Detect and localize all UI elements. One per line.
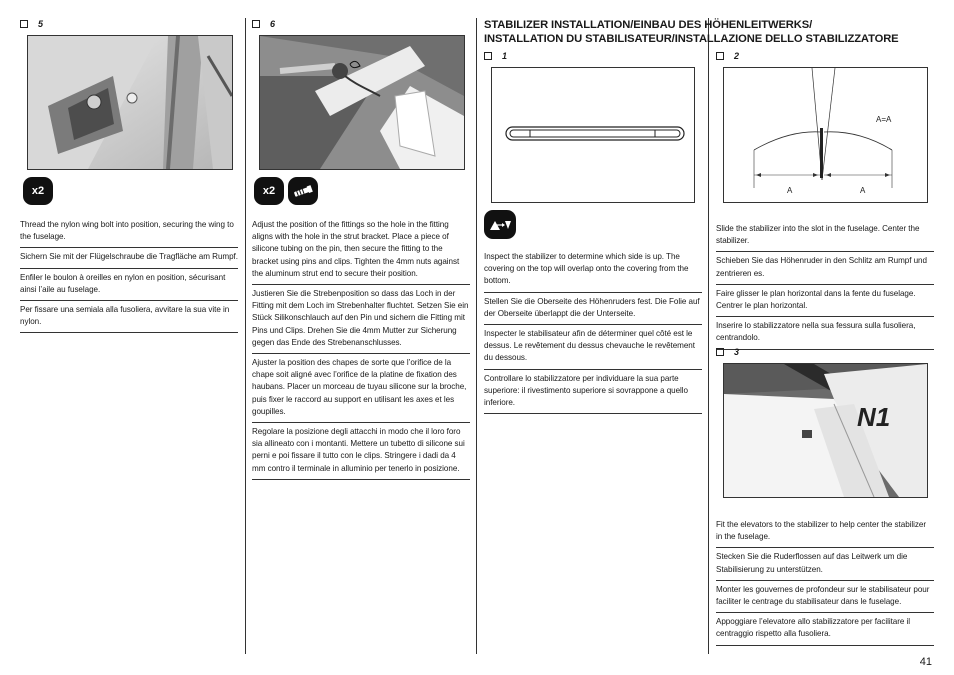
paragraph-fr: Inspecter le stabilisateur afin de déterminer quel côté est le dessus. Le revêtement du dessus chevauche le revêtement du dessous. [484, 325, 702, 370]
column-divider [708, 18, 709, 654]
step-header [716, 50, 739, 62]
centering-diagram [724, 68, 927, 202]
step-header [20, 18, 238, 30]
wing-bolt-photo [27, 35, 233, 170]
wrench-tool-icon [288, 177, 318, 205]
paragraph-it: Regolare la posizione degli attacchi in modo che il loro foro sia allineato con i montanti. Mettere un tubetto di silicone sui perni e poi fissare il tutto con le clips. Stringere i dadi da 4 mm contro il terminale in alluminio per tenerlo in posizione. [252, 423, 470, 480]
checkbox-icon[interactable] [252, 20, 260, 28]
paragraph-it: Inserire lo stabilizzatore nella sua fessura sulla fusoliera, centrandolo. [716, 317, 934, 349]
stabilizer-top-diagram [491, 67, 695, 203]
step-header [484, 50, 507, 62]
registration-number: N1 [857, 402, 891, 432]
step-number: 6 [270, 19, 276, 29]
checkbox-icon[interactable] [484, 52, 492, 60]
section-title-line2: INSTALLATION DU STABILISATEUR/INSTALLAZIONE DELLO STABILIZZATORE [484, 33, 899, 45]
paragraph-fr: Enfiler le boulon à oreilles en nylon en position, sécurisant ainsi l’aile au fuselage. [20, 269, 238, 301]
column-divider [476, 18, 477, 654]
paragraph-fr: Ajuster la position des chapes de sorte que l’orifice de la chape soit aligné avec l’orifice de la platine de fixation des haubans. Placer un morceau de tuyau silicone sur la broche, puis fixer le raccord au support en utilisant les axes et les goupilles. [252, 354, 470, 423]
step-3-text [716, 516, 934, 646]
step-6-column [252, 18, 470, 30]
distance-label-left: A [787, 186, 793, 195]
paragraph-en: Adjust the position of the fittings so the hole in the fitting aligns with the hole in the strut bracket. Place a piece of silicone tubing on the pin, then secure the fitting to the bracket using pins and clips. Tighten the 4mm nuts against the aluminum strut end to secure their position. [252, 216, 470, 285]
wing-bolt-illustration [28, 36, 232, 169]
paragraph-de: Sichern Sie mit der Flügelschraube die Tragfläche am Rumpf. [20, 248, 238, 268]
section-title-line1: STABILIZER INSTALLATION/EINBAU DES HÖHENLEITWERKS/ [484, 19, 813, 31]
paragraph-fr: Monter les gouvernes de profondeur sur le stabilisateur pour faciliter le centrage du stabilisateur dans le fuselage. [716, 581, 934, 613]
paragraph-de: Justieren Sie die Strebenposition so dass das Loch in der Fitting mit dem Loch im Strebenhalter fluchtet. Setzen Sie ein Stück Silikonschlauch auf den Pin und sichern die Fitting mit Pins und Clips. Drehen Sie die 4mm Mutter zur Sicherung gegen das Ende des Strebenanschlusses. [252, 285, 470, 354]
quantity-badge: x2 [23, 177, 53, 205]
paragraph-it: Per fissare una semiala alla fusoliera, avvitare la sua vite in nylon. [20, 301, 238, 333]
paragraph-en: Thread the nylon wing bolt into position, securing the wing to the fuselage. [20, 216, 238, 248]
orientation-icon [484, 210, 516, 239]
step-5-text [20, 216, 238, 333]
column-divider [245, 18, 246, 654]
equal-label: A=A [876, 115, 892, 124]
step-number: 1 [502, 51, 508, 61]
paragraph-en: Slide the stabilizer into the slot in the fuselage. Center the stabilizer. [716, 220, 934, 252]
paragraph-de: Schieben Sie das Höhenruder in den Schlitz am Rumpf und zentrieren es. [716, 252, 934, 284]
checkbox-icon[interactable] [716, 52, 724, 60]
step-5-column [20, 18, 238, 30]
checkbox-icon[interactable] [20, 20, 28, 28]
quantity-badge: x2 [254, 177, 284, 205]
paragraph-de: Stellen Sie die Oberseite des Höhenruders fest. Die Folie auf der Oberseite überlappt die der Unterseite. [484, 293, 702, 325]
distance-label-right: A [860, 186, 866, 195]
paragraph-en: Inspect the stabilizer to determine which side is up. The covering on the top will overlap onto the covering from the bottom. [484, 248, 702, 293]
paragraph-de: Stecken Sie die Ruderflossen auf das Leitwerk um die Stabilisierung zu unterstützen. [716, 548, 934, 580]
elevator-fit-photo [723, 363, 928, 498]
paragraph-it: Appoggiare l’elevatore allo stabilizzatore per facilitare il centraggio rispetto alla fusoliera. [716, 613, 934, 645]
stabilizer-centering-diagram [723, 67, 928, 203]
step-2-text [716, 220, 934, 350]
strut-fitting-photo [259, 35, 465, 170]
paragraph-en: Fit the elevators to the stabilizer to help center the stabilizer in the fuselage. [716, 516, 934, 548]
step-number: 5 [38, 19, 44, 29]
paragraph-it: Controllare lo stabilizzatore per individuare la sua parte superiore: il rivestimento superiore si sovrappone a quello inferiore. [484, 370, 702, 415]
step-6-text [252, 216, 470, 480]
page-number: 41 [919, 656, 932, 668]
step-number: 2 [734, 51, 740, 61]
step-1-text [484, 248, 702, 414]
stabilizer-section [484, 18, 944, 46]
strut-fitting-illustration [260, 36, 464, 169]
elevator-illustration [724, 364, 927, 497]
checkbox-icon[interactable] [716, 348, 724, 356]
stabilizer-outline [492, 68, 694, 202]
paragraph-fr: Faire glisser le plan horizontal dans la fente du fuselage. Centrer le plan horizontal. [716, 285, 934, 317]
step-number: 3 [734, 347, 740, 357]
step-header [252, 18, 470, 30]
step-header [716, 346, 739, 358]
